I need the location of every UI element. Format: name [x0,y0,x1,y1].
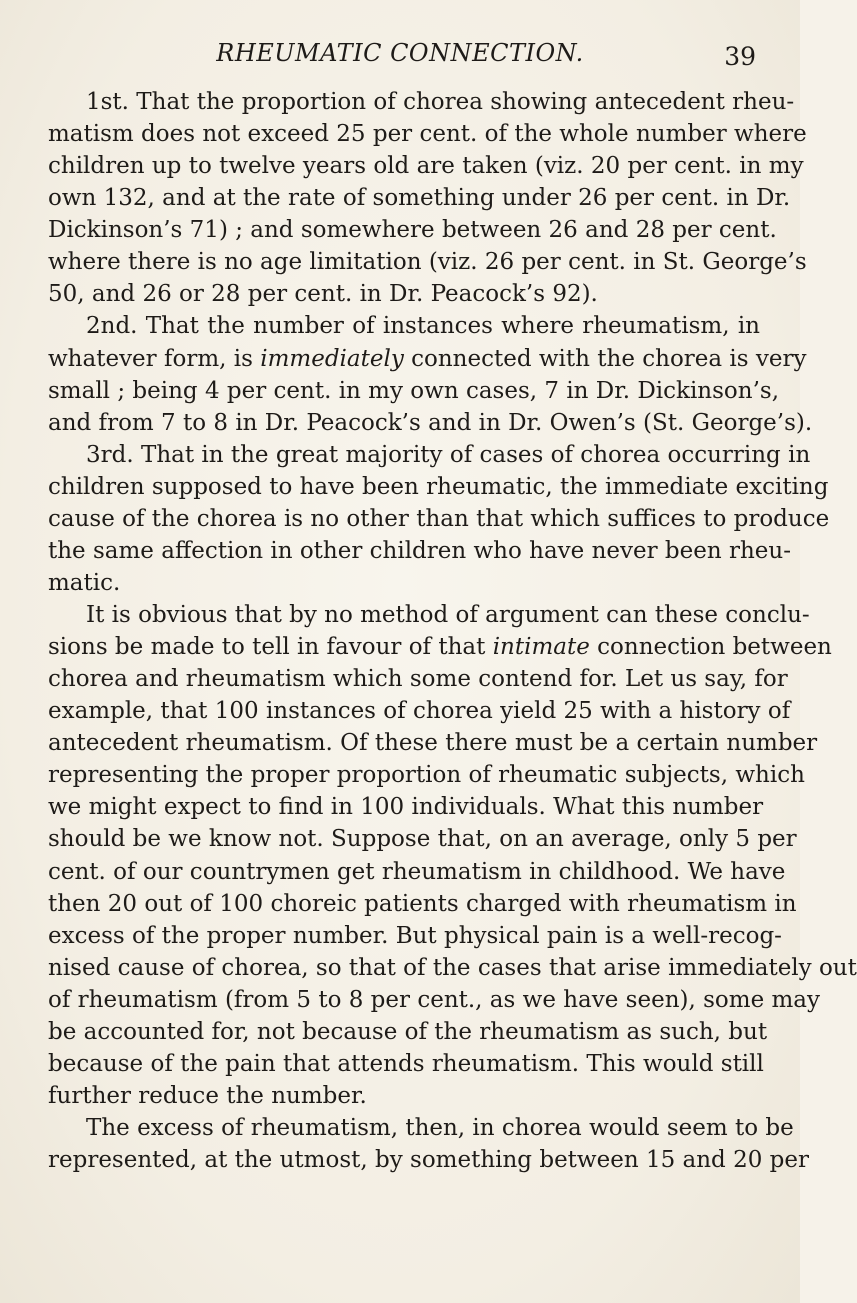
text-line: because of the pain that attends rheumatism. This would still [48,1050,764,1077]
text-line: we might expect to find in 100 individuals. What this number [48,794,764,821]
text-line: own 132, and at the rate of something under 26 per cent. in Dr. [48,185,791,212]
text-line: represented, at the utmost, by something between 15 and 20 per [48,1147,809,1174]
text-line: 50, and 26 or 28 per cent. in Dr. Peacock’s 92). [48,281,598,308]
text-line: of rheumatism (from 5 to 8 per cent., as we have seen), some may [48,986,821,1013]
text-line: children up to twelve years old are taken (viz. 20 per cent. in my [48,153,804,180]
text-line: 2nd. That the number of instances where rheumatism, in [86,313,760,340]
text-line: excess of the proper number. But physical pain is a well-recog- [48,922,782,949]
text-line: and from 7 to 8 in Dr. Peacock’s and in Dr. Owen’s (St. George’s). [48,409,813,436]
italic-emphasis: intimate [492,634,590,661]
running-title: RHEUMATIC CONNECTION. [216,39,584,67]
text-line: example, that 100 instances of chorea yield 25 with a history of [48,698,791,725]
text-line: The excess of rheumatism, then, in chorea would seem to be [86,1115,794,1141]
text-line: where there is no age limitation (viz. 26 per cent. in St. George’s [48,249,807,276]
running-head [0,36,800,76]
text-run: connected with the chorea is very [403,345,807,372]
text-line: 3rd. That in the great majority of cases of chorea occurring in [86,441,811,468]
text-run: connection between [589,634,832,661]
text-line: cause of the chorea is no other than that which suffices to produce [48,505,830,532]
text-line: chorea and rheumatism which some contend for. Let us say, for [48,666,788,693]
text-line: antecedent rheumatism. Of these there must be a certain number [48,730,818,757]
text-line: matism does not exceed 25 per cent. of the whole number where [48,121,807,148]
text-line: Dickinson’s 71) ; and somewhere between 26 and 28 per cent. [48,217,777,244]
text-line: It is obvious that by no method of argument can these conclu- [86,602,810,628]
page-number: 39 [724,42,756,71]
text-line: small ; being 4 per cent. in my own cases, 7 in Dr. Dickinson’s, [48,377,780,404]
text-line: nised cause of chorea, so that of the cases that arise immediately out [48,954,857,981]
text-line: should be we know not. Suppose that, on an average, only 5 per [48,826,797,853]
text-line: matic. [48,569,121,596]
text-line [48,343,807,375]
text-line: the same affection in other children who have never been rheu- [48,537,792,564]
text-line: representing the proper proportion of rheumatic subjects, which [48,762,805,789]
text-run: whatever form, is [48,345,261,372]
text-line: 1st. That the proportion of chorea showing antecedent rheu- [86,89,795,115]
body-text [48,86,857,1176]
text-run: sions be made to tell in favour of that [48,634,493,661]
text-line: children supposed to have been rheumatic, the immediate exciting [48,473,829,500]
italic-emphasis: immediately [260,345,404,372]
text-line [48,631,832,663]
text-line: further reduce the number. [48,1082,367,1109]
text-line: cent. of our countrymen get rheumatism in childhood. We have [48,858,786,885]
text-line: then 20 out of 100 choreic patients charged with rheumatism in [48,890,797,917]
text-line: be accounted for, not because of the rheumatism as such, but [48,1018,768,1045]
